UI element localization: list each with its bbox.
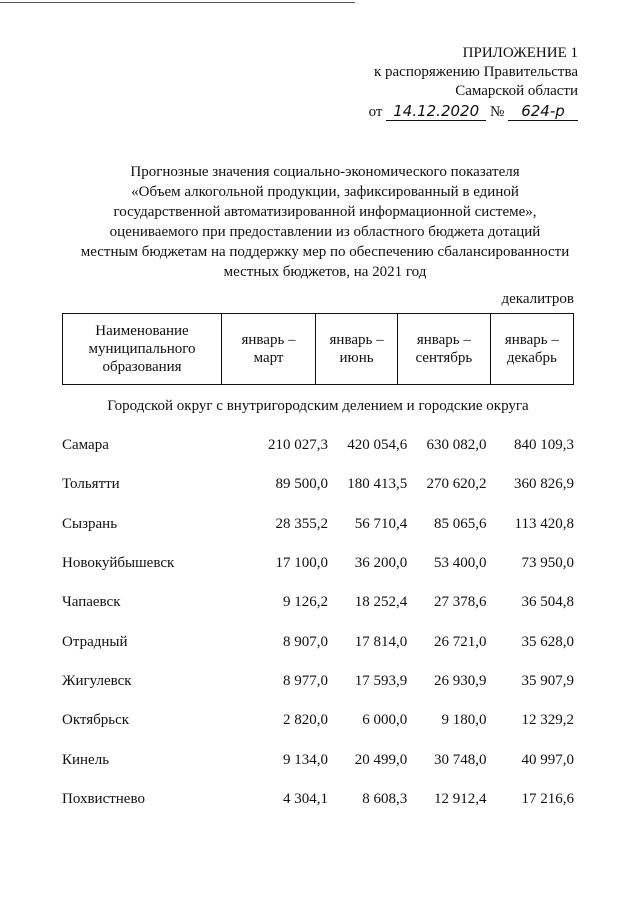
value-year: 12 329,2 — [521, 712, 574, 729]
value-m9: 12 912,4 — [434, 790, 487, 807]
value-m9: 9 180,0 — [441, 712, 487, 729]
table-row — [62, 583, 574, 622]
value-h1: 18 252,4 — [354, 594, 408, 611]
value-q1: 9 126,2 — [283, 594, 329, 611]
number-prefix: № — [489, 104, 505, 120]
top-border-line — [0, 2, 355, 3]
table-row — [62, 465, 574, 504]
table-row — [62, 740, 574, 779]
value-year: 113 420,8 — [514, 515, 574, 532]
value-h1: 56 710,4 — [354, 515, 408, 532]
table-row — [62, 505, 574, 544]
value-h1: 8 608,3 — [362, 790, 408, 807]
title-line: оцениваемого при предоставлении из областного бюджета дотаций — [109, 224, 541, 240]
value-q1: 210 027,3 — [268, 437, 329, 454]
value-year: 40 997,0 — [521, 751, 574, 768]
value-m9: 270 620,2 — [426, 476, 487, 493]
value-year: 17 216,6 — [521, 790, 574, 807]
value-m9: 26 930,9 — [434, 672, 487, 689]
title-line: местных бюджетов, на 2021 год — [223, 264, 427, 280]
appendix-header — [318, 44, 578, 122]
municipality-name: Чапаевск — [62, 594, 121, 611]
value-m9: 53 400,0 — [434, 555, 487, 572]
value-h1: 36 200,0 — [354, 555, 408, 572]
value-h1: 420 054,6 — [347, 437, 408, 454]
title-line: государственной автоматизированной информационной системе», — [113, 204, 537, 220]
table-row — [62, 662, 574, 701]
appendix-decree-line: к распоряжению Правительства — [373, 64, 578, 80]
value-m9: 630 082,0 — [426, 437, 487, 454]
value-m9: 26 721,0 — [434, 633, 487, 650]
table-row — [62, 780, 574, 819]
municipality-name: Жигулевск — [62, 672, 132, 689]
value-year: 360 826,9 — [514, 476, 574, 493]
table-header — [62, 313, 574, 385]
header-q1: январь – март — [222, 314, 316, 385]
value-q1: 89 500,0 — [275, 476, 329, 493]
header-m9: январь – сентябрь — [398, 314, 491, 385]
document-title — [60, 162, 590, 282]
table-row — [62, 701, 574, 740]
value-h1: 6 000,0 — [362, 712, 408, 729]
table-row — [62, 426, 574, 465]
municipality-name: Тольятти — [62, 476, 120, 493]
municipality-name: Отрадный — [62, 633, 128, 650]
value-h1: 17 814,0 — [354, 633, 408, 650]
value-h1: 20 499,0 — [354, 751, 408, 768]
units-label: декалитров — [501, 291, 574, 307]
municipality-name: Похвистнево — [62, 790, 145, 807]
appendix-title: ПРИЛОЖЕНИЕ 1 — [462, 45, 578, 61]
municipality-name: Кинель — [62, 751, 110, 768]
value-q1: 17 100,0 — [275, 555, 329, 572]
value-year: 35 628,0 — [521, 633, 574, 650]
value-h1: 17 593,9 — [354, 672, 408, 689]
header-year: январь – декабрь — [490, 314, 573, 385]
value-q1: 28 355,2 — [275, 515, 329, 532]
handwritten-number: 624-р — [508, 103, 578, 121]
municipality-name: Октябрьск — [62, 712, 130, 729]
value-q1: 8 907,0 — [283, 633, 329, 650]
value-year: 840 109,3 — [514, 437, 574, 454]
section-title: Городской округ с внутригородским делением и городские округа — [107, 398, 529, 414]
value-m9: 30 748,0 — [434, 751, 487, 768]
title-line: «Объем алкогольной продукции, зафиксированный в единой — [131, 184, 519, 200]
municipality-name: Сызрань — [62, 515, 118, 532]
header-h1: январь – июнь — [316, 314, 398, 385]
value-year: 36 504,8 — [521, 594, 574, 611]
table-row — [62, 622, 574, 661]
title-line: Прогнозные значения социально-экономического показателя — [130, 164, 520, 180]
value-m9: 27 378,6 — [434, 594, 487, 611]
handwritten-date: 14.12.2020 — [386, 103, 486, 121]
municipality-name: Новокуйбышевск — [62, 555, 175, 572]
data-table — [62, 426, 574, 819]
title-line: местным бюджетам на поддержку мер по обеспечению сбалансированности — [80, 244, 570, 260]
value-q1: 4 304,1 — [283, 790, 329, 807]
value-h1: 180 413,5 — [347, 476, 408, 493]
value-q1: 9 134,0 — [283, 751, 329, 768]
header-municipality: Наименование муниципального образования — [63, 314, 222, 385]
municipality-name: Самара — [62, 437, 109, 454]
value-year: 73 950,0 — [521, 555, 574, 572]
appendix-date-number — [318, 103, 578, 122]
value-q1: 2 820,0 — [283, 712, 329, 729]
value-q1: 8 977,0 — [283, 672, 329, 689]
value-m9: 85 065,6 — [434, 515, 487, 532]
appendix-region-line: Самарской области — [455, 83, 578, 99]
date-prefix: от — [368, 104, 383, 120]
value-year: 35 907,9 — [521, 672, 574, 689]
table-row — [62, 544, 574, 583]
